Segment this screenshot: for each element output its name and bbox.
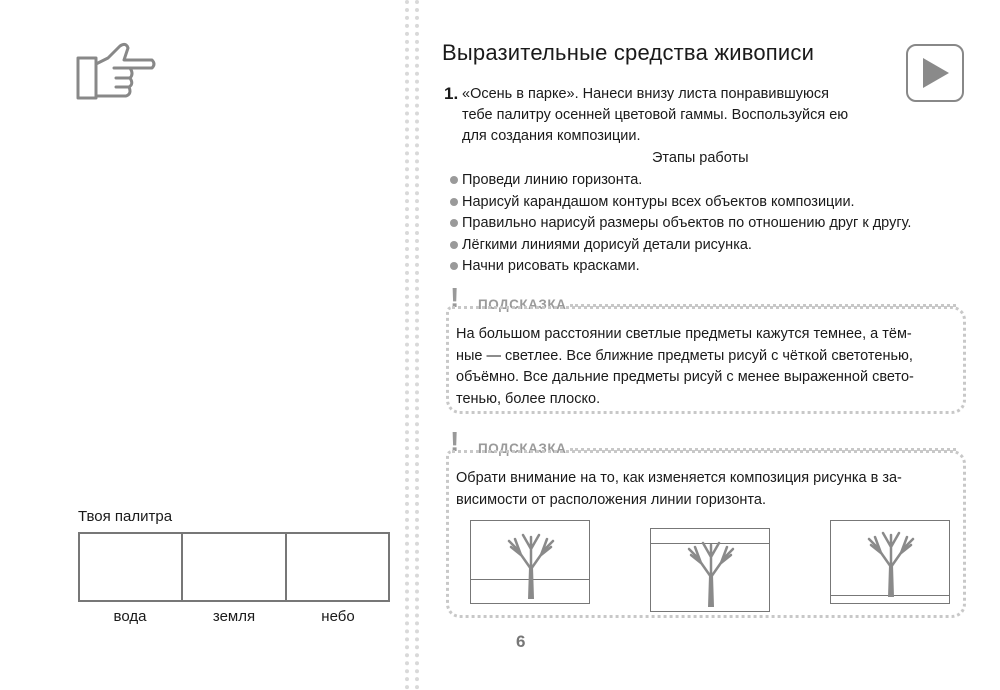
scene-horizon-bottom xyxy=(830,520,950,604)
tree-icon xyxy=(503,527,559,599)
page-number: 6 xyxy=(516,632,526,651)
play-button[interactable] xyxy=(906,44,964,102)
right-page xyxy=(420,0,1000,690)
left-page xyxy=(0,0,410,690)
tree-icon xyxy=(863,525,919,597)
hint-line: тенью, более плоско. xyxy=(456,390,601,407)
task-line: для создания композиции. xyxy=(462,128,641,144)
pointing-hand-icon xyxy=(74,40,158,106)
palette-caption-water: вода xyxy=(113,608,147,625)
steps-title: Этапы работы xyxy=(652,150,749,166)
palette-captions xyxy=(78,608,390,625)
palette-grid xyxy=(78,532,390,602)
page-spine xyxy=(405,0,419,690)
scene-horizon-low xyxy=(470,520,590,604)
step-item: Начни рисовать красками. xyxy=(450,256,911,278)
play-icon xyxy=(919,56,951,90)
task-line: тебе палитру осенней цветовой гаммы. Воспользуйся ею xyxy=(462,107,849,123)
hint-line: Обрати внимание на то, как изменяется композиция рисунка в за- xyxy=(456,470,902,486)
hint-line: ные — светлее. Все ближние предметы рисуй с чёткой светотенью, xyxy=(456,347,913,364)
hint-line: объёмно. Все дальние предметы рисуй с менее выраженной свето- xyxy=(456,369,914,385)
palette-cell-earth[interactable] xyxy=(183,534,286,600)
scene-horizon-high xyxy=(650,528,770,612)
hint-label: ПОДСКАЗКА xyxy=(478,297,567,312)
tree-icon xyxy=(683,535,739,607)
step-item: Лёгкими линиями дорисуй детали рисунка. xyxy=(450,235,911,257)
hint-text xyxy=(456,324,956,410)
palette-caption-earth: земля xyxy=(212,608,256,625)
exclamation-icon: ! xyxy=(450,282,460,313)
step-item: Проведи линию горизонта. xyxy=(450,170,911,192)
page-title: Выразительные средства живописи xyxy=(442,40,815,65)
hint-label: ПОДСКАЗКА xyxy=(478,441,567,456)
steps-list xyxy=(450,170,911,278)
hint-line: висимости от расположения линии горизонта. xyxy=(456,491,766,508)
hint-line: На большом расстоянии светлые предметы кажутся темнее, а тём- xyxy=(456,326,912,342)
palette-caption-sky: небо xyxy=(321,608,355,625)
hint-text xyxy=(456,468,956,511)
exclamation-icon: ! xyxy=(450,426,460,457)
step-item: Правильно нарисуй размеры объектов по отношению друг к другу. xyxy=(450,213,911,235)
task-number: 1. xyxy=(444,84,459,103)
task-text xyxy=(462,84,902,147)
task-line: «Осень в парке». Нанеси внизу листа понравившуюся xyxy=(462,86,830,102)
palette-label: Твоя палитра xyxy=(78,508,173,525)
palette-cell-sky[interactable] xyxy=(287,534,388,600)
step-item: Нарисуй карандашом контуры всех объектов композиции. xyxy=(450,192,911,214)
palette-cell-water[interactable] xyxy=(80,534,183,600)
